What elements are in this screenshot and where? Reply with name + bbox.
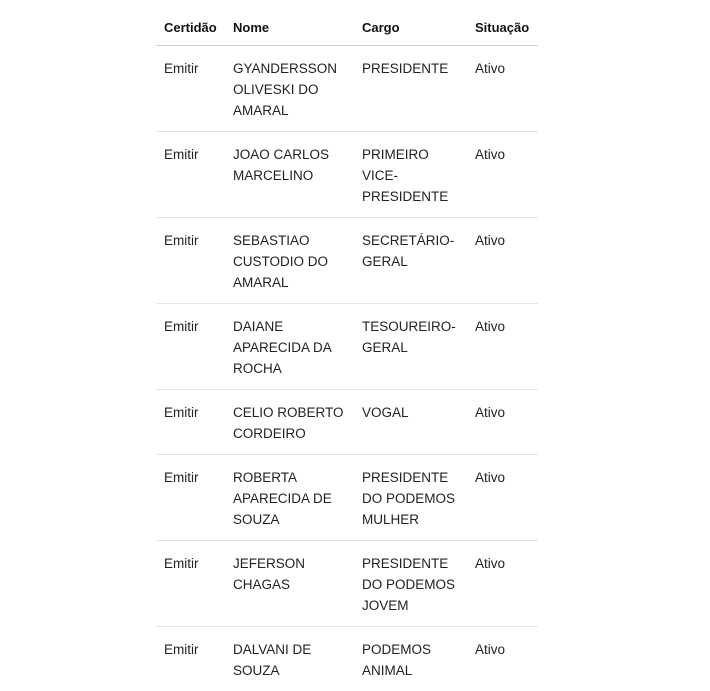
nome-cell: JEFERSON CHAGAS [225,541,354,627]
header-nome: Nome [225,14,354,46]
situacao-cell: Ativo [467,390,538,455]
nome-cell: JOAO CARLOS MARCELINO [225,132,354,218]
table-row [156,46,538,132]
nome-cell: DALVANI DE SOUZA [225,627,354,691]
situacao-cell: Ativo [467,132,538,218]
table-row [156,304,538,390]
table-row [156,390,538,455]
table-row [156,218,538,304]
nome-cell: SEBASTIAO CUSTODIO DO AMARAL [225,218,354,304]
emitir-link[interactable]: Emitir [156,46,225,132]
table-row [156,132,538,218]
cargo-cell: PRESIDENTE DO PODEMOS MULHER [354,455,467,541]
directory-table [156,14,538,691]
cargo-cell: SECRETÁRIO-GERAL [354,218,467,304]
header-situacao: Situação [467,14,538,46]
cargo-cell: PRIMEIRO VICE-PRESIDENTE [354,132,467,218]
cargo-cell: PRESIDENTE DO PODEMOS JOVEM [354,541,467,627]
table-header [156,14,538,46]
cargo-cell: TESOUREIRO-GERAL [354,304,467,390]
nome-cell: ROBERTA APARECIDA DE SOUZA [225,455,354,541]
emitir-link[interactable]: Emitir [156,304,225,390]
emitir-link[interactable]: Emitir [156,455,225,541]
cargo-cell: VOGAL [354,390,467,455]
table-row [156,455,538,541]
table-row [156,627,538,691]
situacao-cell: Ativo [467,541,538,627]
nome-cell: DAIANE APARECIDA DA ROCHA [225,304,354,390]
emitir-link[interactable]: Emitir [156,132,225,218]
nome-cell: GYANDERSSON OLIVESKI DO AMARAL [225,46,354,132]
directory-table-container [156,14,538,691]
header-row [156,14,538,46]
cargo-cell: PODEMOS ANIMAL [354,627,467,691]
nome-cell: CELIO ROBERTO CORDEIRO [225,390,354,455]
emitir-link[interactable]: Emitir [156,541,225,627]
situacao-cell: Ativo [467,627,538,691]
cargo-cell: PRESIDENTE [354,46,467,132]
table-body [156,46,538,691]
emitir-link[interactable]: Emitir [156,390,225,455]
situacao-cell: Ativo [467,304,538,390]
situacao-cell: Ativo [467,46,538,132]
emitir-link[interactable]: Emitir [156,627,225,691]
table-row [156,541,538,627]
header-certidao: Certidão [156,14,225,46]
situacao-cell: Ativo [467,218,538,304]
situacao-cell: Ativo [467,455,538,541]
emitir-link[interactable]: Emitir [156,218,225,304]
header-cargo: Cargo [354,14,467,46]
